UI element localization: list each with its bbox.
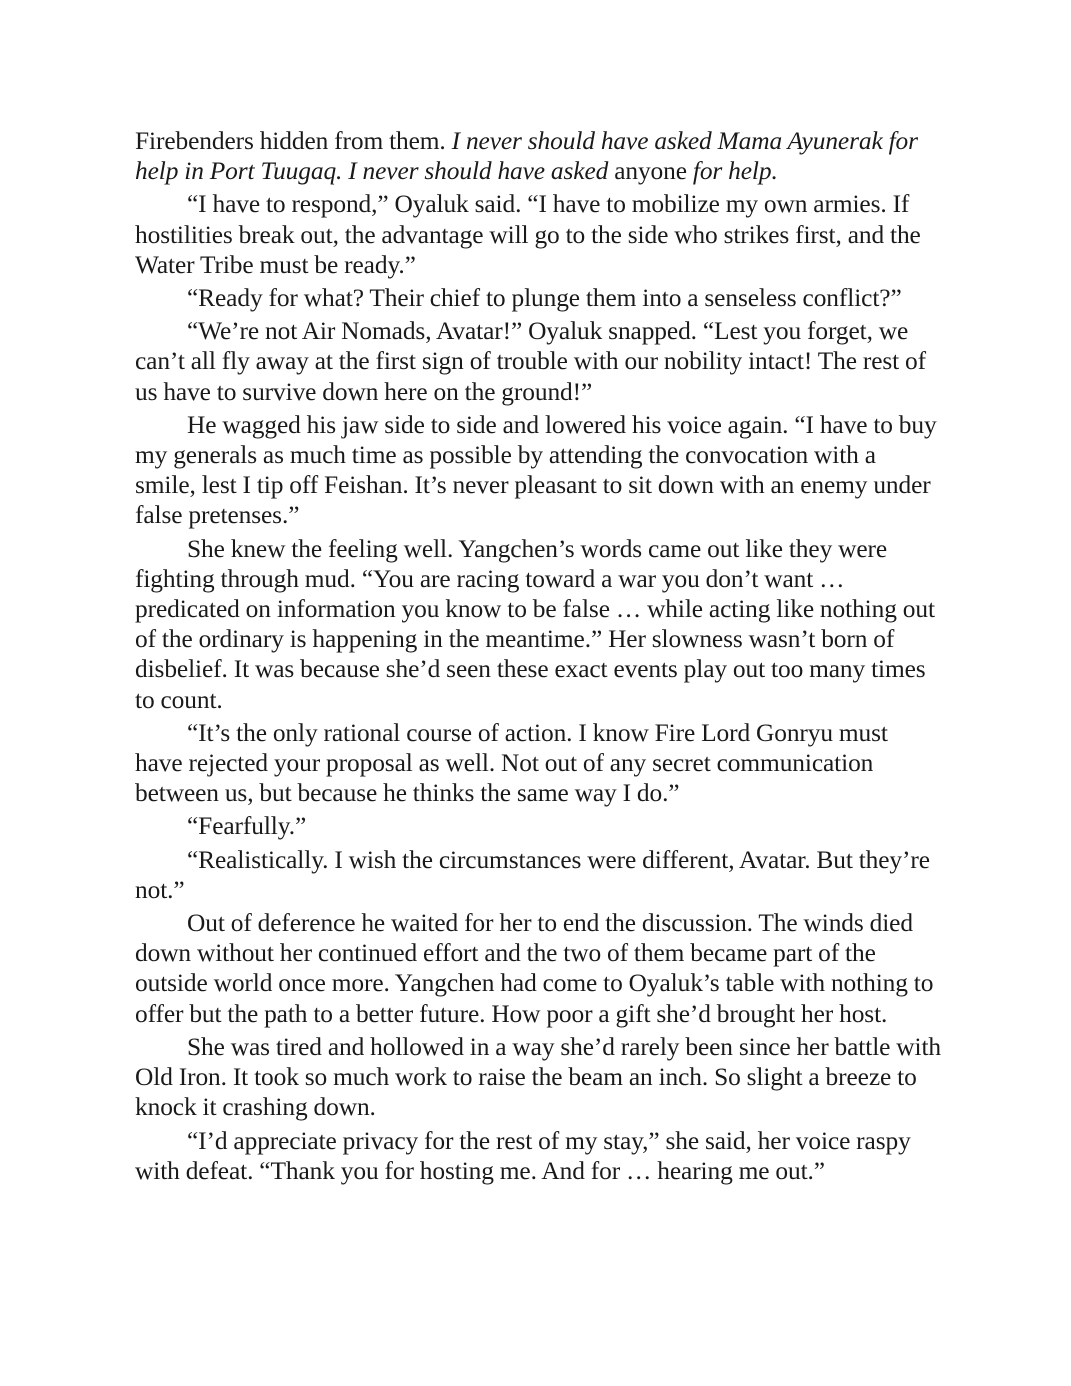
text-run: “It’s the only rational course of action. I know Fire Lord Gonryu must have rejected your proposal as well. Not out of any secret communication between us, but because he thinks the same way I do.” (135, 718, 888, 808)
paragraph (135, 283, 941, 313)
text-run: Firebenders hidden from them. (135, 127, 452, 155)
paragraph (135, 534, 941, 715)
text-run: Out of deference he waited for her to end the discussion. The winds died down without her continued effort and the two of them became part of the outside world once more. Yangchen had come to Oyaluk’s table with nothing to offer but the path to a better future. How poor a gift she’d brought her host. (135, 909, 934, 1028)
paragraph (135, 1032, 941, 1123)
paragraph (135, 1126, 941, 1186)
paragraph (135, 811, 941, 841)
paragraph (135, 126, 941, 186)
italic-text-run: I never should have asked Mama Ayunerak for help in Port Tuugaq. I never should have asked (135, 127, 918, 186)
text-run: “Ready for what? Their chief to plunge them into a senseless conflict?” (187, 284, 902, 313)
text-run: anyone (614, 157, 687, 186)
text-run: She knew the feeling well. Yangchen’s words came out like they were fighting through mud. “You are racing toward a war you don’t want … predicated on information you know to be false … while acting like nothing out of the ordinary is happening in the meantime.” Her slowness wasn’t born of disbelief. It was because she’d seen these exact events play out too many times to count. (135, 534, 935, 714)
book-page (135, 126, 941, 1186)
text-run: “Fearfully.” (187, 812, 307, 841)
text-run: “We’re not Air Nomads, Avatar!” Oyaluk snapped. “Lest you forget, we can’t all fly away at the first sign of trouble with our nobility intact! The rest of us have to survive down here on the ground!” (135, 317, 927, 406)
paragraph (135, 718, 941, 809)
paragraph (135, 410, 941, 531)
text-run: “I have to respond,” Oyaluk said. “I have to mobilize my own armies. If hostilities break out, the advantage will go to the side who strikes first, and the Water Tribe must be ready.” (135, 190, 921, 279)
text-run: “I’d appreciate privacy for the rest of my stay,” she said, her voice raspy with defeat. “Thank you for hosting me. And for … hearing me out.” (135, 1126, 911, 1185)
paragraph (135, 316, 941, 407)
text-run: She was tired and hollowed in a way she’d rarely been since her battle with Old Iron. It took so much work to raise the beam an inch. So slight a breeze to knock it crashing down. (135, 1032, 941, 1122)
italic-text-run: for help. (686, 157, 778, 186)
text-run: He wagged his jaw side to side and lowered his voice again. “I have to buy my generals as much time as possible by attending the convocation with a smile, lest I tip off Feishan. It’s never pleasant to sit down with an enemy under false pretenses.” (135, 410, 937, 530)
paragraph (135, 908, 941, 1029)
paragraph (135, 845, 941, 905)
paragraph (135, 189, 941, 280)
text-run: “Realistically. I wish the circumstances were different, Avatar. But they’re not.” (135, 845, 930, 904)
